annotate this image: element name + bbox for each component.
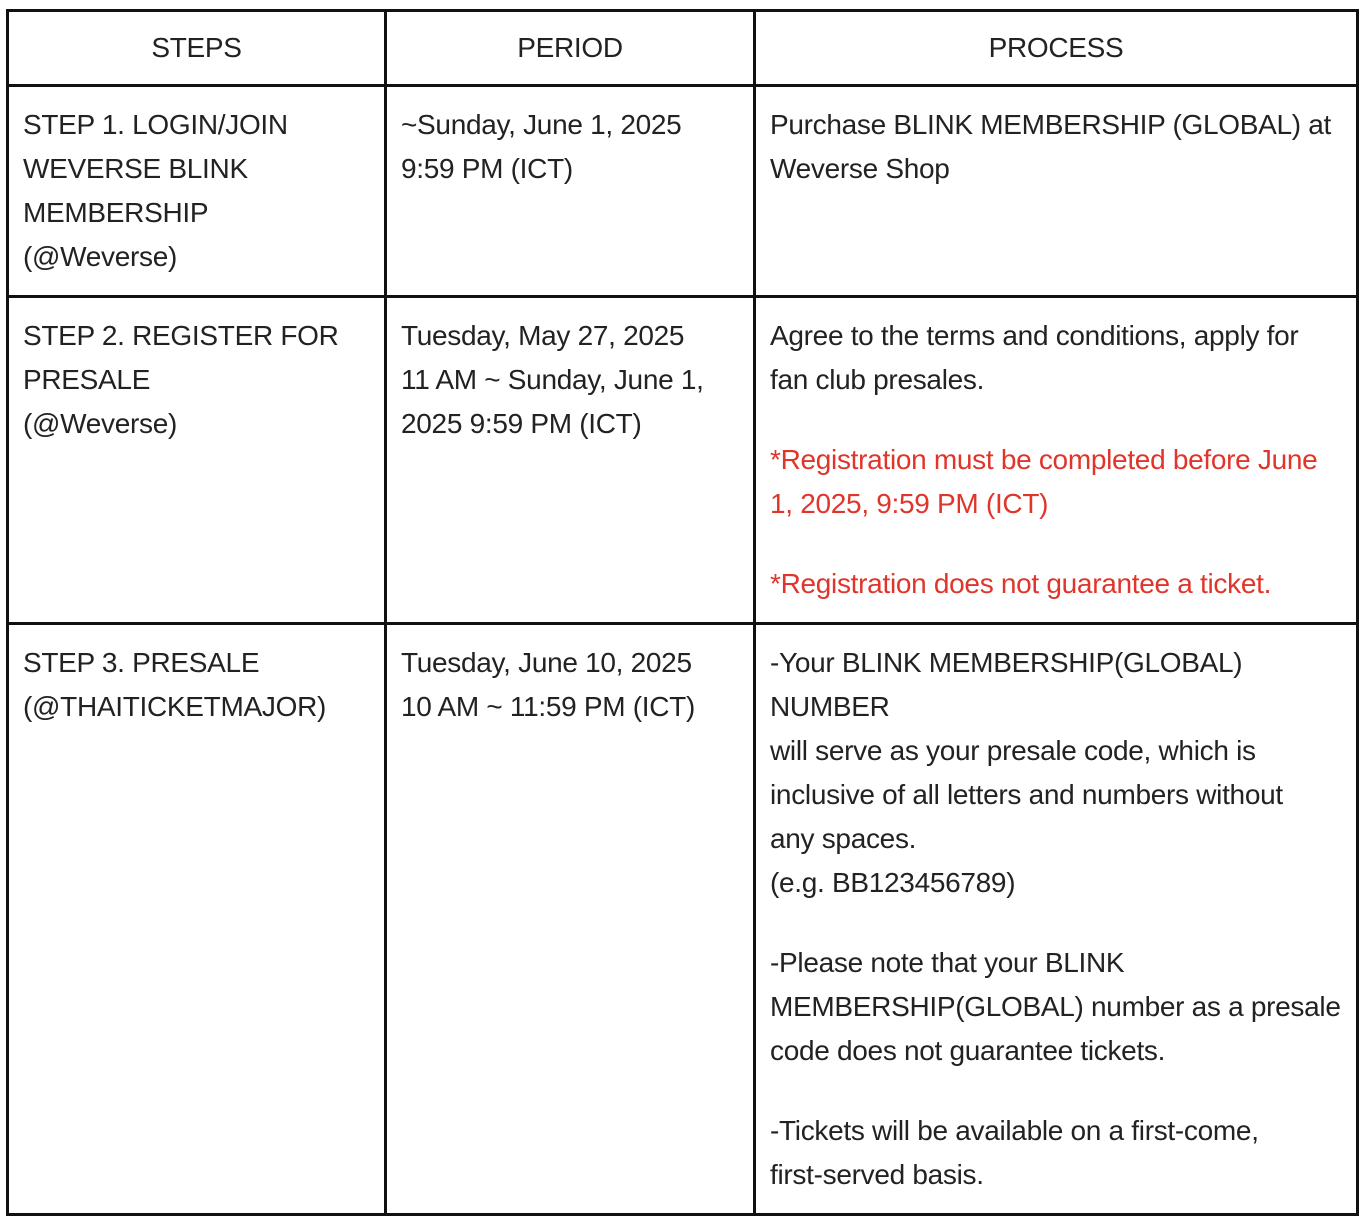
process-text: will serve as your presale code, which is xyxy=(770,735,1256,766)
period-cell xyxy=(386,297,755,624)
process-text: MEMBERSHIP(GLOBAL) number as a presale xyxy=(770,991,1341,1022)
step-text: (@THAITICKETMAJOR) xyxy=(23,691,327,722)
process-text: Weverse Shop xyxy=(770,153,950,184)
process-text: -Tickets will be available on a first-come, xyxy=(770,1115,1259,1146)
step-text: PRESALE xyxy=(23,364,151,395)
period-text: 9:59 PM (ICT) xyxy=(401,153,573,184)
process-text: fan club presales. xyxy=(770,364,985,395)
step-cell xyxy=(8,624,386,1215)
period-text: Tuesday, May 27, 2025 xyxy=(401,320,685,351)
process-paragraph xyxy=(770,941,1342,1073)
period-cell xyxy=(386,624,755,1215)
table-row-step-1 xyxy=(8,86,1358,297)
registration-guarantee-note xyxy=(770,562,1342,606)
process-text: -Please note that your BLINK xyxy=(770,947,1125,978)
process-text: Purchase BLINK MEMBERSHIP (GLOBAL) at xyxy=(770,109,1332,140)
process-text: (e.g. BB123456789) xyxy=(770,867,1016,898)
table-row-step-2 xyxy=(8,297,1358,624)
note-text: *Registration does not guarantee a ticket. xyxy=(770,568,1272,599)
step-cell xyxy=(8,297,386,624)
process-paragraph xyxy=(770,641,1342,905)
process-paragraph xyxy=(770,314,1342,402)
process-text: first-served basis. xyxy=(770,1159,984,1190)
table-header-row xyxy=(8,11,1358,86)
period-text: 10 AM ~ 11:59 PM (ICT) xyxy=(401,691,695,722)
table-row-step-3 xyxy=(8,624,1358,1215)
step-text: STEP 1. LOGIN/JOIN xyxy=(23,109,288,140)
process-text: inclusive of all letters and numbers without xyxy=(770,779,1283,810)
process-paragraph xyxy=(770,1109,1342,1197)
process-text: any spaces. xyxy=(770,823,917,854)
step-text: WEVERSE BLINK xyxy=(23,153,248,184)
step-cell xyxy=(8,86,386,297)
header-steps: STEPS xyxy=(8,11,386,86)
process-text: -Your BLINK MEMBERSHIP(GLOBAL) NUMBER xyxy=(770,647,1243,722)
header-process: PROCESS xyxy=(755,11,1358,86)
process-cell xyxy=(755,86,1358,297)
process-cell xyxy=(755,297,1358,624)
process-text: code does not guarantee tickets. xyxy=(770,1035,1166,1066)
period-text: 2025 9:59 PM (ICT) xyxy=(401,408,642,439)
step-text: MEMBERSHIP xyxy=(23,197,209,228)
presale-steps-table xyxy=(6,9,1359,1216)
period-text: 11 AM ~ Sunday, June 1, xyxy=(401,364,704,395)
period-text: Tuesday, June 10, 2025 xyxy=(401,647,692,678)
process-cell xyxy=(755,624,1358,1215)
step-text: STEP 3. PRESALE xyxy=(23,647,260,678)
note-text: 1, 2025, 9:59 PM (ICT) xyxy=(770,488,1049,519)
period-text: ~Sunday, June 1, 2025 xyxy=(401,109,682,140)
process-paragraph xyxy=(770,103,1342,191)
note-text: *Registration must be completed before June xyxy=(770,444,1318,475)
header-period: PERIOD xyxy=(386,11,755,86)
registration-deadline-note xyxy=(770,438,1342,526)
period-cell xyxy=(386,86,755,297)
step-text: (@Weverse) xyxy=(23,241,178,272)
step-text: (@Weverse) xyxy=(23,408,178,439)
process-text: Agree to the terms and conditions, apply for xyxy=(770,320,1299,351)
step-text: STEP 2. REGISTER FOR xyxy=(23,320,339,351)
